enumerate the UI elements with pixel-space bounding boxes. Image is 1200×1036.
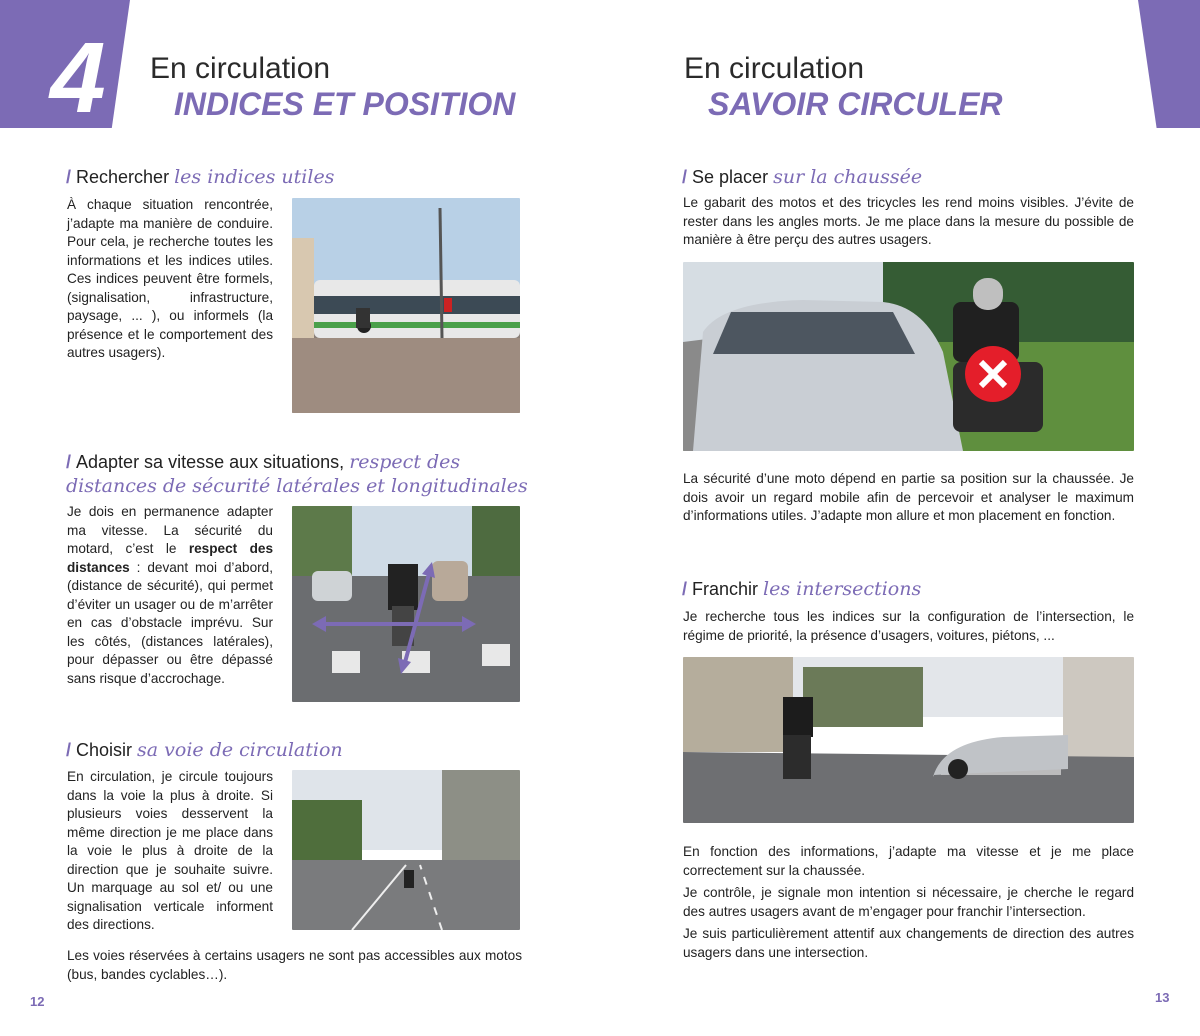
paragraph-text: À chaque situation rencontrée, j’adapte ma manière de conduire. Pour cela, je recherche toutes les informations et les indices utiles. Ces indices peuvent être formels, (signalisation, infrastructure, paysage, ... ), ou informels (la présence et le comportement des autres usagers). xyxy=(67,197,273,360)
text-b: : devant moi d’abord, (distance de sécurité), qui permet d’éviter un usager ou de m’arrêter en cas d’obstacle imprévu. Sur les côtés, (distances latérales), pour dépasser ou être dépassé sans risque d’accrochage. xyxy=(67,559,274,686)
paragraph-text: Le gabarit des motos et des tricycles les rend moins visibles. J’évite de rester dans les angles morts. Je me place dans la mesure du possible de manière à être perçu des autres usagers. xyxy=(683,195,1134,247)
left-title-line2: INDICES ET POSITION xyxy=(174,86,516,122)
heading-text: Franchir xyxy=(692,579,759,599)
paragraph-chaussee xyxy=(683,194,1134,250)
heading-script: sur la chaussée xyxy=(773,166,923,188)
text-a: Je dois en permanence adapter ma vitesse. La sécurité du motard, c’est le xyxy=(67,504,273,556)
paragraph-intersections-after xyxy=(683,843,1134,962)
section-heading-vitesse: / Adapter sa vitesse aux situations, respect des distances de sécurité latérales et longitudinales xyxy=(66,451,528,497)
section-heading-chaussee: / Se placer sur la chaussée xyxy=(682,166,923,188)
photo-blind-spot xyxy=(683,262,1134,451)
left-page-title xyxy=(150,52,515,122)
right-title-line2: SAVOIR CIRCULER xyxy=(708,86,1003,122)
paragraph-note xyxy=(67,947,522,984)
paragraph-text: En circulation, je circule toujours dans la voie la plus à droite. Si plusieurs voies desservent la même direction je me place dans la voie le plus à droite de la direction que je souhaite suivre. Un marquage au sol et/ ou une signalisation verticale informent des directions. xyxy=(67,769,273,932)
section-heading-indices: / Rechercher les indices utiles xyxy=(66,166,335,188)
paragraph-voie xyxy=(67,768,273,935)
paragraph-text-2: Je contrôle, je signale mon intention si nécessaire, je cherche le regard des autres usagers avant de m’engager pour franchir l’intersection. xyxy=(683,885,1134,919)
photo-tram-intersection xyxy=(292,198,520,413)
text-bold: respect des distances xyxy=(67,541,274,575)
paragraph-text-1: En fonction des informations, j’adapte ma vitesse et je me place correctement sur la chaussée. xyxy=(683,844,1134,878)
paragraph-text: La sécurité d’une moto dépend en partie sa position sur la chaussée. Je dois avoir un regard mobile afin de percevoir et analyser le maximum d’informations utiles. J’adapte mon allure et mon placement en fonction. xyxy=(683,471,1134,523)
paragraph-intersections xyxy=(683,608,1134,645)
page-number-right: 13 xyxy=(1155,990,1170,1005)
section-heading-intersections: / Franchir les intersections xyxy=(682,578,922,600)
heading-script: les intersections xyxy=(763,578,922,600)
photo-motorcycle-distances xyxy=(292,506,520,702)
heading-script: les indices utiles xyxy=(174,166,335,188)
left-title-line1: En circulation xyxy=(150,52,331,85)
paragraph-indices xyxy=(67,196,273,363)
heading-script: sa voie de circulation xyxy=(137,739,343,761)
photo-lane-choice xyxy=(292,770,520,930)
page-number-left: 12 xyxy=(30,994,45,1009)
paragraph-text: Je recherche tous les indices sur la configuration de l’intersection, le régime de priorité, la présence d’usagers, voitures, piétons, ... xyxy=(683,609,1134,643)
section-heading-voie: / Choisir sa voie de circulation xyxy=(66,739,343,761)
heading-text: Se placer xyxy=(692,167,769,187)
chapter-number: 4 xyxy=(50,22,106,134)
paragraph-text-3: Je suis particulièrement attentif aux changements de direction des autres usagers dans une intersection. xyxy=(683,926,1134,960)
heading-text: Adapter sa vitesse aux situations, xyxy=(76,452,345,472)
paragraph-chaussee-after xyxy=(683,470,1134,526)
chapter-tab-right xyxy=(1138,0,1200,128)
photo-intersection xyxy=(683,657,1134,823)
heading-text: Choisir xyxy=(76,740,133,760)
paragraph-text: Les voies réservées à certains usagers ne sont pas accessibles aux motos (bus, bandes cyclables…). xyxy=(67,948,522,982)
right-title-line1: En circulation xyxy=(684,52,865,85)
right-page-title xyxy=(684,52,1003,122)
paragraph-text xyxy=(67,503,273,688)
heading-text: Rechercher xyxy=(76,167,170,187)
heading-script: respect des distances de sécurité latérales et longitudinales xyxy=(66,451,528,497)
paragraph-vitesse xyxy=(67,503,273,688)
